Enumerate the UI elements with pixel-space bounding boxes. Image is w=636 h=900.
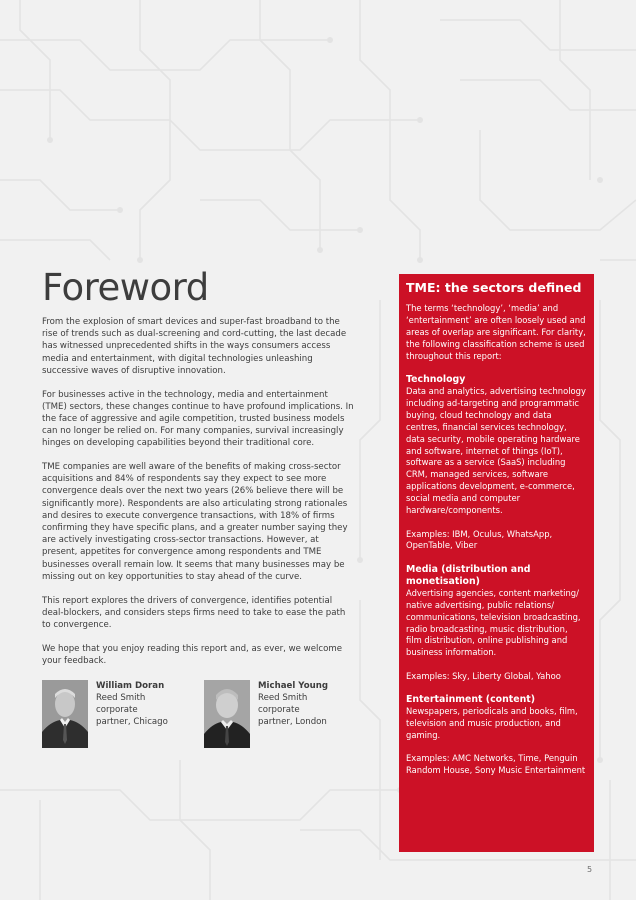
- signatory-firm: Reed Smith: [96, 693, 146, 703]
- sector-description: Newspapers, periodicals and books, film, television and music production, and gaming.: [406, 706, 578, 740]
- sidebar-title: TME: the sectors defined: [406, 280, 582, 295]
- sector-examples: Examples: AMC Networks, Time, Penguin Random House, Sony Music Entertainment: [406, 753, 586, 776]
- sidebar-intro: The terms ‘technology’, ‘media’ and ‘entertainment’ are often loosely used and areas of overlap are significant. For clarity, the following classification scheme is used throughout this report:: [406, 303, 586, 361]
- signatures: [42, 680, 342, 750]
- sector-heading-technology: Technology: [406, 374, 466, 386]
- signatory-location: partner, London: [258, 717, 327, 727]
- portrait-photo: [42, 680, 88, 748]
- signatory-info: [96, 680, 186, 728]
- signatory-firm: Reed Smith: [258, 693, 308, 703]
- paragraph: We hope that you enjoy reading this report and, as ever, we welcome your feedback.: [42, 643, 343, 666]
- foreword-section: [42, 266, 354, 679]
- signatory-location: partner, Chicago: [96, 717, 168, 727]
- foreword-body: [42, 316, 354, 667]
- signatory-name: Michael Young: [258, 681, 328, 691]
- paragraph: This report explores the drivers of convergence, identifies potential deal-blockers, and considers steps firms need to take to ease the path to convergence.: [42, 595, 346, 630]
- signatory-role: corporate: [96, 705, 138, 715]
- sector-description: Data and analytics, advertising technology including ad-targeting and programmatic buying, cloud technology and data centres, financial services technology, data security, mobile operating hardware and software, internet of things (IoT), software as a service (SaaS) including CRM, managed services, software applications development, e-commerce, social media and computer hardware/components.: [406, 386, 586, 516]
- paragraph: From the explosion of smart devices and super-fast broadband to the rise of trends such as dual-screening and cord-cutting, the last decade has witnessed unprecedented shifts in the ways consumers access media and entertainment, with digital technologies unleashing successive waves of disruptive innovation.: [42, 317, 347, 376]
- sector-heading-entertainment: Entertainment (content): [406, 694, 536, 706]
- sectors-defined-sidebar: [399, 274, 594, 852]
- sector-description: Advertising agencies, content marketing/ native advertising, public relations/ communications, television broadcasting, radio broadcasting, music distribution, film distribution, online publishing and business information.: [406, 587, 581, 658]
- signatory-name: William Doran: [96, 681, 165, 691]
- paragraph: For businesses active in the technology, media and entertainment (TME) sectors, these changes continue to have profound implications. In the face of aggressive and agile competition, trusted business models can no longer be relied on. For many companies, survival increasingly hinges on developing capabilities beyond their traditional core.: [42, 389, 354, 449]
- page-number: 5: [587, 865, 593, 874]
- paragraph: TME companies are well aware of the benefits of making cross-sector acquisitions and 84% of respondents say they expect to see more convergence deals over the next two years (26% believe there will be significantly more). Respondents are also articulating strong rationales and desires to execute convergence transactions, with 18% of firms confirming they have specific plans, and a greater number saying they are actively investigating cross-sector transactions. However, at present, appetites for convergence among respondents and TME businesses overall remain low. It seems that many businesses may be missing out on key opportunities to stay ahead of the curve.: [42, 462, 348, 582]
- sector-examples: Examples: IBM, Oculus, WhatsApp, OpenTable, Viber: [406, 528, 553, 551]
- sector-heading-media: Media (distribution and monetisation): [406, 563, 531, 587]
- signatory-role: corporate: [258, 705, 300, 715]
- sector-examples: Examples: Sky, Liberty Global, Yahoo: [406, 670, 561, 681]
- signatory-info: [258, 680, 348, 728]
- page-title: Foreword: [42, 266, 209, 309]
- portrait-photo: [204, 680, 250, 748]
